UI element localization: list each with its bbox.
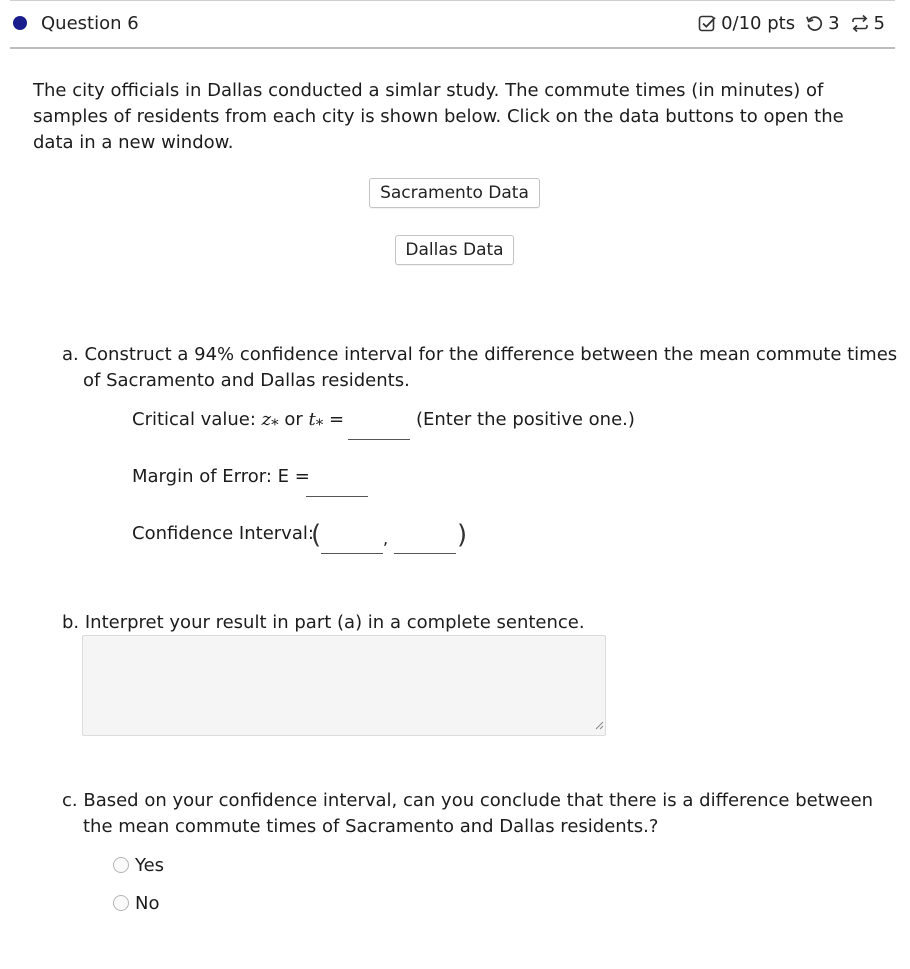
critical-value-input[interactable] <box>348 413 410 440</box>
question-title: Question 6 <box>41 13 139 34</box>
ci-lower-input[interactable] <box>321 527 383 554</box>
equals-sign: = <box>329 409 345 430</box>
part-c-prompt: c. Based on your confidence interval, can you conclude that there is a difference between the mean commute times of Sacramento and Dallas residents.? <box>62 790 874 837</box>
checkbox-icon <box>698 14 717 33</box>
question-intro: The city officials in Dallas conducted a simlar study. The commute times (in minutes) of samples of residents from each city is shown below. Click on the data buttons to open the data in a new window. <box>33 80 844 153</box>
z-star-symbol: $z_*$ <box>261 409 279 434</box>
critical-value-row <box>132 407 344 438</box>
points-text: 0/10 pts <box>721 13 796 34</box>
sacramento-data-button[interactable]: Sacramento Data <box>369 178 540 208</box>
resize-grip-icon[interactable] <box>594 715 604 734</box>
ci-comma: , <box>383 529 389 548</box>
radio-yes[interactable] <box>113 857 129 873</box>
attempts-count: 5 <box>873 13 885 34</box>
question-header <box>10 0 895 49</box>
critical-value-label: Critical value: <box>132 409 256 430</box>
ci-close-paren: ) <box>457 520 468 550</box>
margin-of-error-input[interactable] <box>306 470 368 497</box>
part-b-prompt: b. Interpret your result in part (a) in a complete sentence. <box>62 612 585 633</box>
status-dot <box>13 16 27 30</box>
option-yes-label[interactable]: Yes <box>135 855 165 876</box>
retry-icon <box>805 14 824 33</box>
retries-count: 3 <box>828 13 840 34</box>
margin-of-error-label: Margin of Error: E = <box>132 466 310 487</box>
dallas-data-button[interactable]: Dallas Data <box>395 235 514 265</box>
ci-upper-input[interactable] <box>394 527 456 554</box>
or-text: or <box>284 409 303 430</box>
interpretation-textarea[interactable] <box>82 635 606 736</box>
ci-open-paren: ( <box>311 520 322 550</box>
t-star-symbol: $t_*$ <box>308 409 324 434</box>
confidence-interval-label: Confidence Interval: <box>132 523 314 544</box>
part-a-prompt: a. Construct a 94% confidence interval for the difference between the mean commute times of Sacramento and Dallas residents. <box>62 344 898 391</box>
question-meta <box>698 13 885 34</box>
option-no-label[interactable]: No <box>135 893 160 914</box>
critical-value-note: (Enter the positive one.) <box>416 409 635 430</box>
attempts-icon <box>850 14 870 33</box>
radio-no[interactable] <box>113 895 129 911</box>
